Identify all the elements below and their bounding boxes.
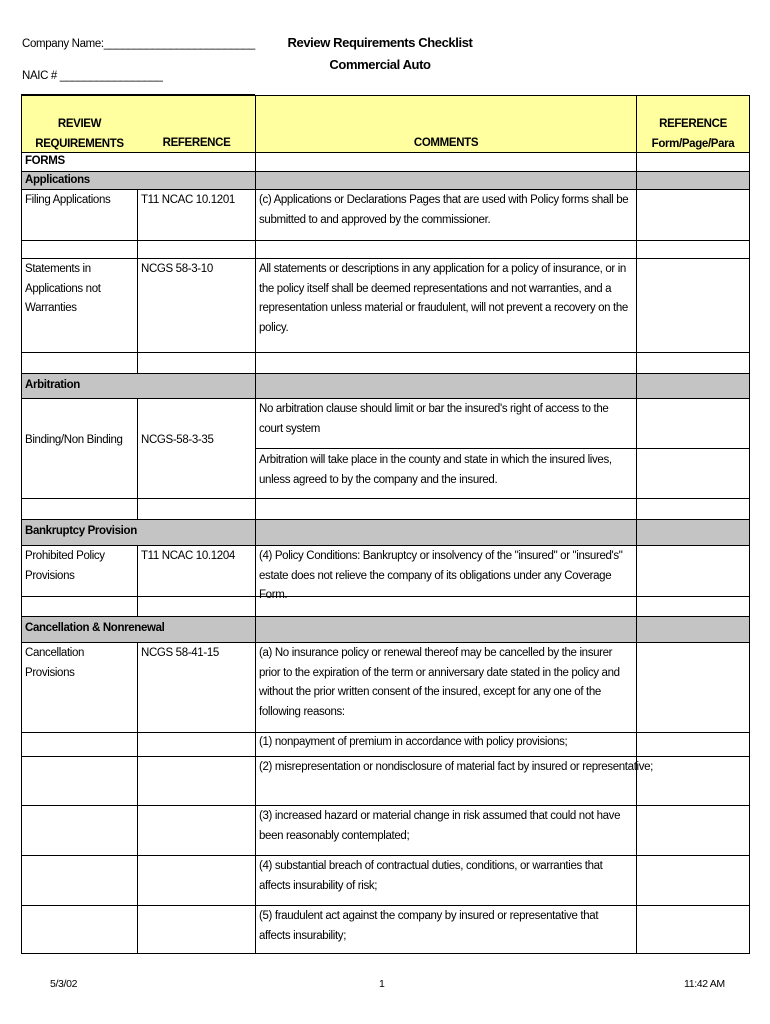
- naic-field: NAIC # _________________: [22, 70, 163, 82]
- table-top-border-left: [21, 94, 255, 95]
- hline-arb-rows-bottom: [21, 498, 750, 499]
- footer-date: 5/3/02: [50, 978, 78, 990]
- hline-statements-bottom: [21, 352, 750, 353]
- filing-comment: (c) Applications or Declarations Pages that are used with Policy forms shall be submitted to and approved by the commissioner.: [259, 194, 629, 226]
- col-header-ref-form: [637, 112, 749, 156]
- prohibited-req: Prohibited Policy Provisions: [25, 550, 105, 582]
- col-header-ref-form-line1: REFERENCE: [659, 118, 727, 130]
- prohibited-ref: T11 NCAC 10.1204: [141, 550, 235, 562]
- footer-page-number: 1: [379, 978, 385, 990]
- footer-time: 11:42 AM: [684, 978, 725, 990]
- cancellation-reason-4: (4) substantial breach of contractual duties, conditions, or warranties that affects insurability of risk;: [259, 860, 603, 892]
- section-arbitration: Arbitration: [25, 379, 80, 391]
- filing-ref: T11 NCAC 10.1201: [141, 194, 235, 206]
- binding-ref: NCGS-58-3-35: [141, 434, 214, 446]
- table-top-border: [21, 95, 750, 96]
- cancellation-comment: (a) No insurance policy or renewal thereof may be cancelled by the insurer prior to the expiration of the term or anniversary date stated in the policy and without the prior written consent of the insured, except for any one of the following reasons:: [259, 647, 620, 718]
- col-header-ref-form-line2: Form/Page/Para: [651, 138, 735, 150]
- binding-req: Binding/Non Binding: [25, 434, 123, 446]
- statements-req: Statements in Applications not Warranties: [25, 263, 101, 314]
- statements-comment: All statements or descriptions in any application for a policy of insurance, or in the policy itself shall be deemed representations and not warranties, and a representation unless material or fraudulent, will not prevent a recovery on the policy.: [259, 263, 628, 334]
- binding-comment-1: No arbitration clause should limit or bar the insured's right of access to the court system: [259, 403, 609, 435]
- statements-ref: NCGS 58-3-10: [141, 263, 213, 275]
- hline-filing-bottom: [21, 240, 750, 241]
- section-applications: Applications: [25, 174, 90, 186]
- title-line-1: Review Requirements Checklist: [287, 35, 473, 50]
- hline-r5-bottom: [21, 953, 750, 954]
- cancellation-reason-5: (5) fraudulent act against the company by insured or representative that affects insurability;: [259, 910, 599, 942]
- cancellation-req: Cancellation Provisions: [25, 647, 85, 679]
- col-header-comments: COMMENTS: [413, 137, 479, 149]
- col-line-1: [137, 189, 138, 374]
- cancellation-ref: NCGS 58-41-15: [141, 647, 219, 659]
- cancellation-reason-2: (2) misrepresentation or nondisclosure of material fact by insured or representative;: [259, 761, 654, 773]
- col-header-review-line2: REQUIREMENTS: [35, 138, 124, 150]
- col-line-1b: [137, 398, 138, 520]
- col-line-3: [636, 95, 637, 953]
- col-line-1d: [137, 642, 138, 953]
- filing-req: Filing Applications: [25, 194, 111, 206]
- col-line-right: [749, 95, 750, 953]
- col-header-review-line1: REVIEW: [57, 118, 102, 130]
- company-name-field: Company Name:_________________________: [22, 38, 255, 50]
- forms-label: FORMS: [25, 155, 65, 167]
- title-line-2: Commercial Auto: [329, 57, 431, 72]
- binding-comment-2: Arbitration will take place in the county and state in which the insured lives, unless agreed to by the company and the insured.: [259, 454, 612, 486]
- page-title: [250, 32, 510, 76]
- cancellation-reason-1: (1) nonpayment of premium in accordance with policy provisions;: [259, 736, 568, 748]
- section-bankruptcy: Bankruptcy Provision: [25, 525, 137, 537]
- prohibited-comment: (4) Policy Conditions: Bankruptcy or insolvency of the "insured" or "insured's" estate does not relieve the company of its obligations under any Coverage Form.: [259, 550, 623, 601]
- section-cancellation: Cancellation & Nonrenewal: [25, 622, 165, 634]
- cancellation-reason-3: (3) increased hazard or material change in risk assumed that could not have been reasonably contemplated;: [259, 810, 621, 842]
- col-header-reference: REFERENCE: [162, 137, 231, 149]
